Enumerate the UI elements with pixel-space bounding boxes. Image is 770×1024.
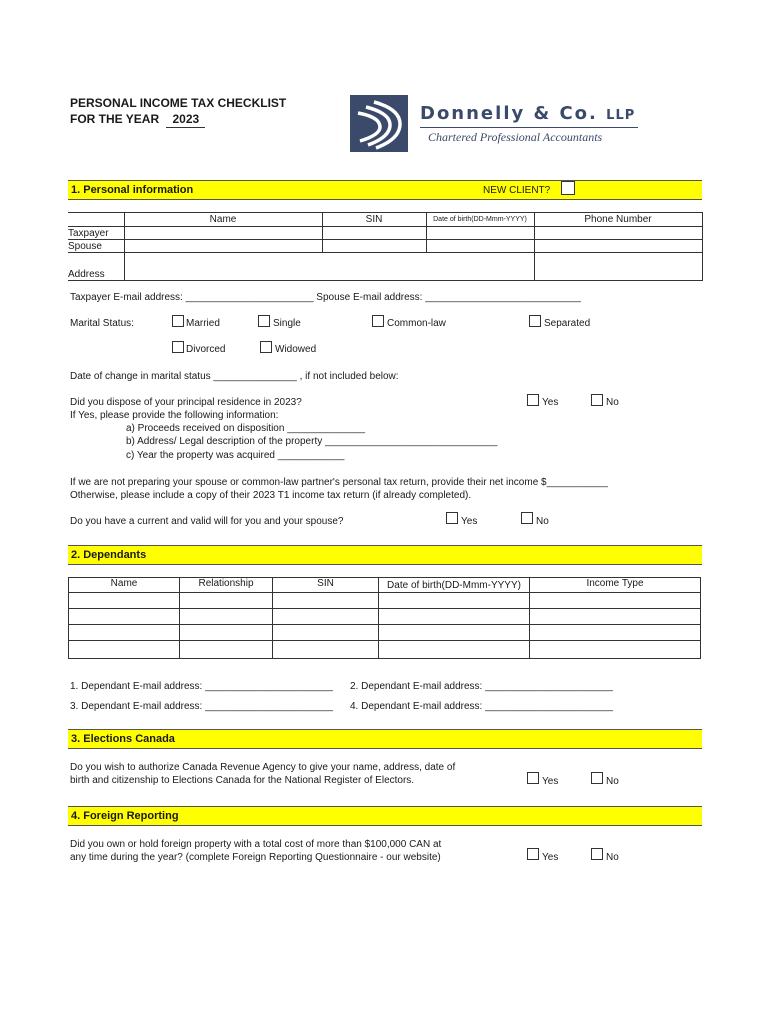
foreign-no-label: No [606, 852, 619, 863]
tax-year: 2023 [166, 111, 205, 128]
email-line[interactable]: Taxpayer E-mail address: _______________________ Spouse E-mail address: ____________________________ [70, 292, 581, 303]
residence-question: Did you dispose of your principal residence in 2023? [70, 397, 302, 408]
residence-year[interactable]: c) Year the property was acquired ____________ [126, 450, 345, 461]
row-label-address: Address [68, 253, 124, 281]
spouse-income-line[interactable]: If we are not preparing your spouse or common-law partner's personal tax return, provide their net income $___________ [70, 477, 608, 488]
residence-yes-label: Yes [542, 397, 559, 408]
residence-yes-checkbox[interactable] [527, 394, 539, 406]
firm-logo-mark [350, 95, 408, 152]
dep-cell[interactable] [379, 641, 530, 659]
dep-header-income: Income Type [530, 578, 701, 593]
taxpayer-dob-field[interactable] [426, 227, 534, 240]
dep-cell[interactable] [273, 609, 379, 625]
row-label-spouse: Spouse [68, 240, 124, 253]
address-extra-field[interactable] [534, 253, 702, 281]
header-sin: SIN [322, 213, 426, 227]
taxpayer-name-field[interactable] [124, 227, 322, 240]
dep-cell[interactable] [69, 593, 180, 609]
spouse-name-field[interactable] [124, 240, 322, 253]
dep-cell[interactable] [69, 641, 180, 659]
separated-label: Separated [544, 318, 591, 329]
dependant-email-2[interactable]: 2. Dependant E-mail address: _______________________ [350, 681, 613, 692]
dep-header-sin: SIN [273, 578, 379, 593]
firm-name: Donnelly & Co. LLP [420, 103, 636, 124]
section-4-header [68, 806, 702, 826]
dep-cell[interactable] [273, 641, 379, 659]
header-dob: Date of birth(DD-Mmm-YYYY) [426, 213, 534, 227]
firm-rule [420, 127, 638, 128]
dep-cell[interactable] [69, 609, 180, 625]
dep-cell[interactable] [273, 625, 379, 641]
section-1-title: 1. Personal information [71, 184, 194, 196]
taxpayer-phone-field[interactable] [534, 227, 702, 240]
widowed-checkbox[interactable] [260, 341, 272, 353]
married-label: Married [186, 318, 220, 329]
dep-cell[interactable] [379, 609, 530, 625]
swoosh-icon [350, 95, 408, 152]
marital-change-date[interactable]: Date of change in marital status _______________ , if not included below: [70, 371, 399, 382]
dep-cell[interactable] [530, 625, 701, 641]
common-law-label: Common-law [387, 318, 446, 329]
header-name: Name [124, 213, 322, 227]
elections-no-label: No [606, 776, 619, 787]
single-label: Single [273, 318, 301, 329]
row-label-taxpayer: Taxpayer [68, 227, 124, 240]
table-row [69, 609, 701, 625]
spouse-phone-field[interactable] [534, 240, 702, 253]
foreign-yes-label: Yes [542, 852, 559, 863]
dep-header-dob: Date of birth(DD-Mmm-YYYY) [379, 578, 530, 593]
foreign-yes-checkbox[interactable] [527, 848, 539, 860]
dep-cell[interactable] [180, 593, 273, 609]
spouse-return-note: Otherwise, please include a copy of their 2023 T1 income tax return (if already completed). [70, 490, 472, 501]
section-2-header [68, 545, 702, 565]
foreign-question-line2: any time during the year? (complete Foreign Reporting Questionnaire - our website) [70, 852, 441, 863]
taxpayer-sin-field[interactable] [322, 227, 426, 240]
spouse-sin-field[interactable] [322, 240, 426, 253]
header-phone: Phone Number [534, 213, 702, 227]
dep-cell[interactable] [530, 593, 701, 609]
elections-question-line1: Do you wish to authorize Canada Revenue Agency to give your name, address, date of [70, 762, 456, 773]
spouse-dob-field[interactable] [426, 240, 534, 253]
dep-cell[interactable] [180, 609, 273, 625]
table-row [69, 593, 701, 609]
new-client-label: NEW CLIENT? [483, 185, 551, 196]
section-2-title: 2. Dependants [71, 549, 147, 561]
divorced-checkbox[interactable] [172, 341, 184, 353]
residence-address[interactable]: b) Address/ Legal description of the property _______________________________ [126, 436, 498, 447]
section-4-title: 4. Foreign Reporting [71, 810, 179, 822]
residence-no-label: No [606, 397, 619, 408]
table-row [69, 625, 701, 641]
elections-yes-checkbox[interactable] [527, 772, 539, 784]
common-law-checkbox[interactable] [372, 315, 384, 327]
single-checkbox[interactable] [258, 315, 270, 327]
foreign-question-line1: Did you own or hold foreign property with a total cost of more than $100,000 CAN at [70, 839, 442, 850]
elections-no-checkbox[interactable] [591, 772, 603, 784]
dep-cell[interactable] [379, 593, 530, 609]
separated-checkbox[interactable] [529, 315, 541, 327]
year-label: FOR THE YEAR [70, 112, 160, 126]
section-3-header [68, 729, 702, 749]
residence-proceeds[interactable]: a) Proceeds received on disposition ______________ [126, 423, 366, 434]
firm-tagline: Chartered Professional Accountants [428, 130, 603, 144]
will-yes-label: Yes [461, 516, 478, 527]
foreign-no-checkbox[interactable] [591, 848, 603, 860]
dep-cell[interactable] [180, 641, 273, 659]
dep-header-relationship: Relationship [180, 578, 273, 593]
marital-status-label: Marital Status: [70, 318, 134, 329]
dep-header-name: Name [69, 578, 180, 593]
page-title: PERSONAL INCOME TAX CHECKLIST [70, 96, 287, 110]
dep-cell[interactable] [273, 593, 379, 609]
elections-yes-label: Yes [542, 776, 559, 787]
will-no-label: No [536, 516, 549, 527]
dep-cell[interactable] [379, 625, 530, 641]
dependant-email-1[interactable]: 1. Dependant E-mail address: _______________________ [70, 681, 333, 692]
residence-no-checkbox[interactable] [591, 394, 603, 406]
dependant-email-3[interactable]: 3. Dependant E-mail address: _______________________ [70, 701, 333, 712]
address-field[interactable] [124, 253, 534, 281]
dependant-email-4[interactable]: 4. Dependant E-mail address: _______________________ [350, 701, 613, 712]
widowed-label: Widowed [275, 344, 317, 355]
divorced-label: Divorced [186, 344, 226, 355]
page-subtitle [70, 111, 205, 128]
new-client-checkbox[interactable] [561, 181, 575, 195]
will-no-checkbox[interactable] [521, 512, 533, 524]
table-row [69, 641, 701, 659]
will-question: Do you have a current and valid will for you and your spouse? [70, 516, 344, 527]
dep-cell[interactable] [530, 641, 701, 659]
elections-question-line2: birth and citizenship to Elections Canada for the National Register of Electors. [70, 775, 415, 786]
corner-cell [68, 213, 124, 227]
will-yes-checkbox[interactable] [446, 512, 458, 524]
personal-info-table [68, 212, 703, 281]
section-1-header [68, 180, 702, 200]
section-3-title: 3. Elections Canada [71, 733, 175, 745]
dependants-table [68, 577, 701, 659]
dep-cell[interactable] [180, 625, 273, 641]
residence-if-yes: If Yes, please provide the following information: [70, 410, 279, 421]
dep-cell[interactable] [69, 625, 180, 641]
dep-cell[interactable] [530, 609, 701, 625]
married-checkbox[interactable] [172, 315, 184, 327]
